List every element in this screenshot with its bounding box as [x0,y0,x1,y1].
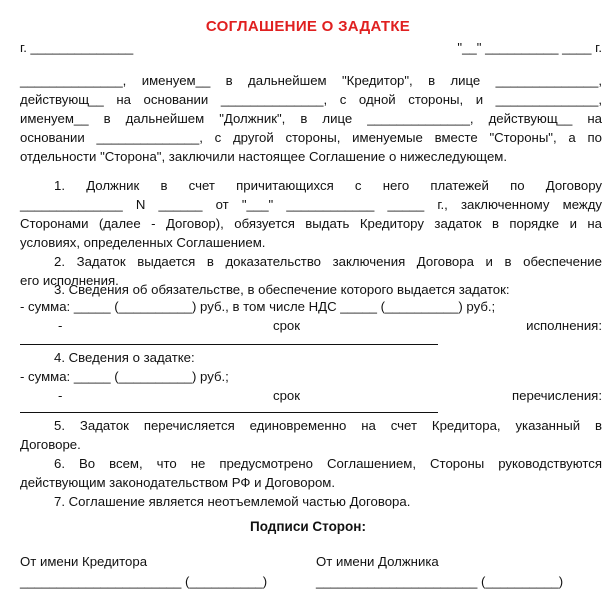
date-field: "__" __________ ____ г. [457,40,602,55]
clause-1-line: условиях, определенных Соглашением. [20,235,266,250]
term-end: исполнения: [526,318,602,333]
term-end: перечисления: [511,388,602,403]
clause-3-sum: - сумма: _____ (__________) руб., в том числе НДС _____ (__________) руб.; [20,299,496,314]
preamble-line: ______________, именуем__ в дальнейшем "Кредитор", в лице ______________, [20,73,602,88]
debtor-label: От имени Должника [316,554,439,569]
clause-5-line: 5. Задаток перечисляется единовременно на счет Кредитора, указанный в [54,418,602,433]
debtor-signature-line: ______________________ (__________) [316,574,564,589]
header-row [20,38,602,57]
clause-6-line: действующим законодательством РФ и Договором. [20,475,336,490]
term-dash: - [58,388,63,403]
blank-line [20,344,438,345]
signatures-heading: Подписи Сторон: [250,519,366,534]
blank-line [20,412,438,413]
clause-7-line: 7. Соглашение является неотъемлемой частью Договора. [54,494,411,509]
city-field: г. ______________ [20,40,134,55]
term-word: срок [273,318,301,333]
creditor-label: От имени Кредитора [20,554,148,569]
clause-6-line: 6. Во всем, что не предусмотрено Соглашением, Стороны руководствуются [54,456,602,471]
preamble-line: основании ______________, с другой стороны, именуемые вместе "Стороны", а по [20,130,602,145]
term-dash: - [58,318,63,333]
clause-1-line: ______________ N ______ от "___" ____________ _____ г., заключенному между [20,197,602,212]
clause-2-line: его исполнения. [20,273,119,288]
clause-1-line: Сторонами (далее - Договор), обязуется выдать Кредитору задаток в порядке и на [20,216,602,231]
clause-3-line: 3. Сведения об обязательстве, в обеспечение которого выдается задаток: [54,282,510,297]
creditor-signature-line: ______________________ (__________) [20,574,268,589]
preamble-line: именуем__ в дальнейшем "Должник", в лице ______________, действующ__ на [20,111,602,126]
clause-1-line: 1. Должник в счет причитающихся с него платежей по Договору [54,178,602,193]
clause-4-sum: - сумма: _____ (__________) руб.; [20,369,229,384]
clause-5-line: Договоре. [20,437,81,452]
clause-2-line: 2. Задаток выдается в доказательство заключения Договора и в обеспечение [54,254,602,269]
document-title: СОГЛАШЕНИЕ О ЗАДАТКЕ [205,18,411,35]
clause-4-line: 4. Сведения о задатке: [54,350,195,365]
term-word: срок [273,388,301,403]
preamble-line: отдельности "Сторона", заключили настоящее Соглашение о нижеследующем. [20,149,508,164]
preamble-line: действующ__ на основании ______________, с одной стороны, и ______________, [20,92,602,107]
